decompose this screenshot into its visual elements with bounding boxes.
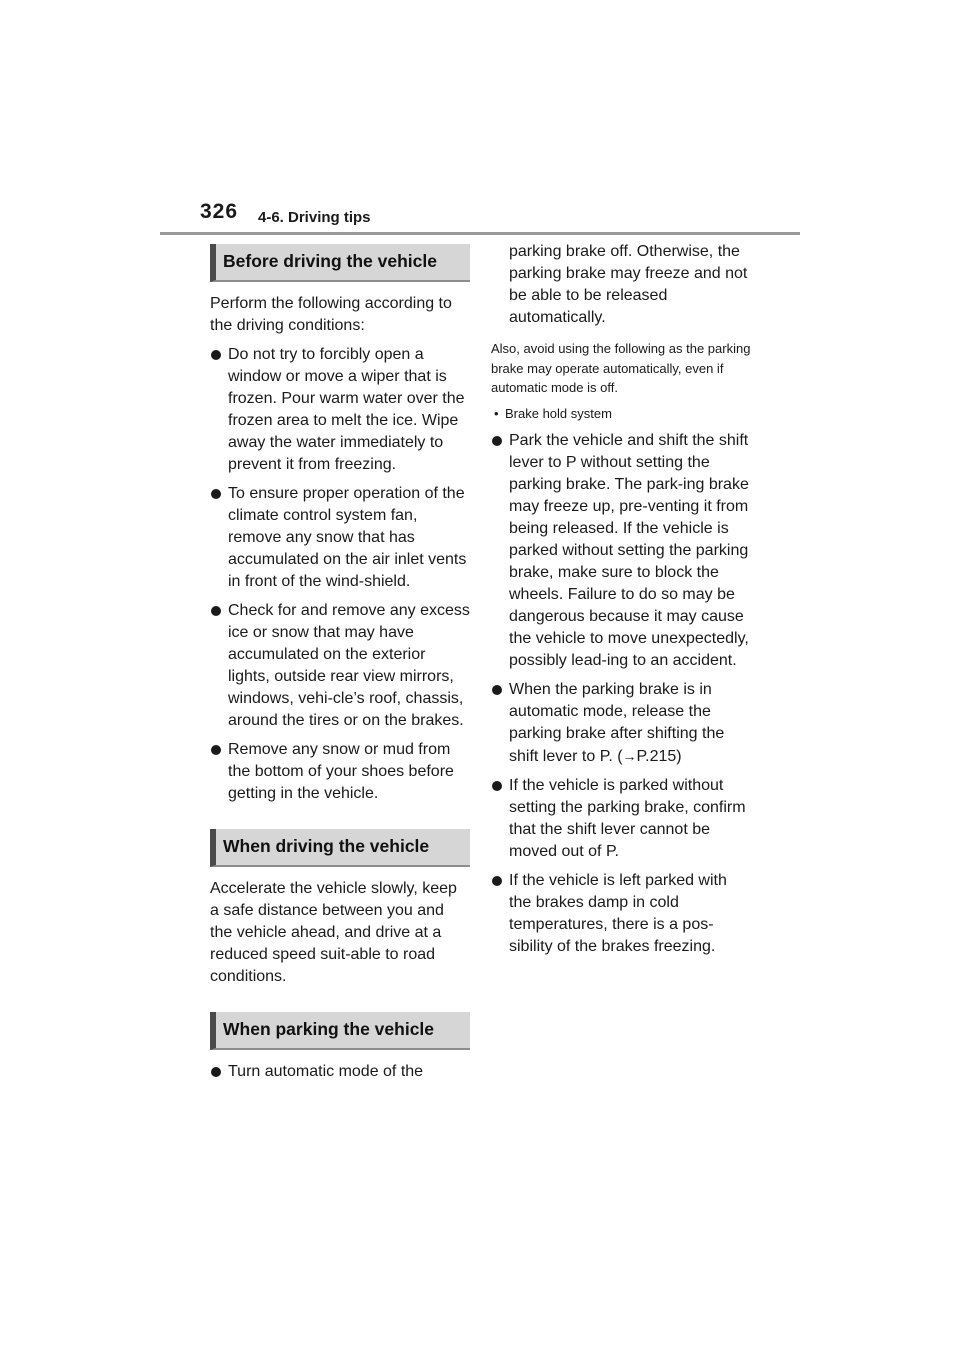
- left-column: [210, 244, 470, 1083]
- chapter-title: 4-6. Driving tips: [258, 209, 371, 226]
- section-heading-before-driving: Before driving the vehicle: [210, 244, 470, 282]
- section-heading-when-parking: When parking the vehicle: [210, 1012, 470, 1050]
- list-item-continued: parking brake off. Otherwise, the parking brake may freeze and not be able to be released automatically.: [509, 243, 748, 326]
- bullet-icon: [492, 781, 502, 791]
- right-column: [491, 241, 751, 958]
- bullet-icon: [211, 1067, 221, 1077]
- list-item: If the vehicle is parked without setting the parking brake, confirm that the shift lever cannot be moved out of P.: [491, 775, 751, 863]
- bullet-icon: [492, 685, 502, 695]
- list-item: If the vehicle is left parked with the brakes damp in cold temperatures, there is a pos-sibility of the brakes freezing.: [491, 870, 751, 958]
- bullet-icon: [211, 606, 221, 616]
- driving-text: Accelerate the vehicle slowly, keep a safe distance between you and the vehicle ahead, and drive at a reduced speed suit-able to road conditions.: [210, 880, 457, 985]
- list-item: Do not try to forcibly open a window or move a wiper that is frozen. Pour warm water over the frozen area to melt the ice. Wipe away the water immediately to prevent it from freezing.: [210, 344, 470, 476]
- bullet-icon: [492, 876, 502, 886]
- bullet-icon: [492, 436, 502, 446]
- header-rule: [160, 232, 800, 235]
- bullet-icon: [211, 745, 221, 755]
- list-item: Remove any snow or mud from the bottom of your shoes before getting in the vehicle.: [210, 739, 470, 805]
- small-bullet-icon: •: [494, 405, 499, 421]
- page-reference-link[interactable]: P.215): [636, 747, 682, 765]
- note-list-item: • Brake hold system: [494, 405, 612, 421]
- list-item: Turn automatic mode of the: [210, 1061, 470, 1083]
- list-item: When the parking brake is in automatic mode, release the parking brake after shifting the shift lever to P. (→P.215): [491, 679, 751, 768]
- intro-text: Perform the following according to the driving conditions:: [210, 295, 452, 334]
- list-item: To ensure proper operation of the climate control system fan, remove any snow that has accumulated on the air inlet vents in front of the wind-shield.: [210, 483, 470, 593]
- page-number: 326: [200, 200, 239, 223]
- list-item: Park the vehicle and shift the shift lever to P without setting the parking brake. The park-ing brake may freeze up, pre-venting it from being released. If the vehicle is parked without setting the parking brake, make sure to block the wheels. Failure to do so may be dangerous because it may cause the vehicle to move unexpectedly, possibly lead-ing to an accident.: [491, 430, 751, 672]
- bullet-icon: [211, 350, 221, 360]
- arrow-right-icon: →: [622, 747, 637, 764]
- section-heading-when-driving: When driving the vehicle: [210, 829, 470, 867]
- note-text: Also, avoid using the following as the parking brake may operate automatically, even if automatic mode is off.: [491, 341, 751, 395]
- list-item: Check for and remove any excess ice or snow that may have accumulated on the exterior lights, outside rear view mirrors, windows, vehi-cle’s roof, chassis, around the tires or on the brakes.: [210, 600, 470, 732]
- bullet-icon: [211, 489, 221, 499]
